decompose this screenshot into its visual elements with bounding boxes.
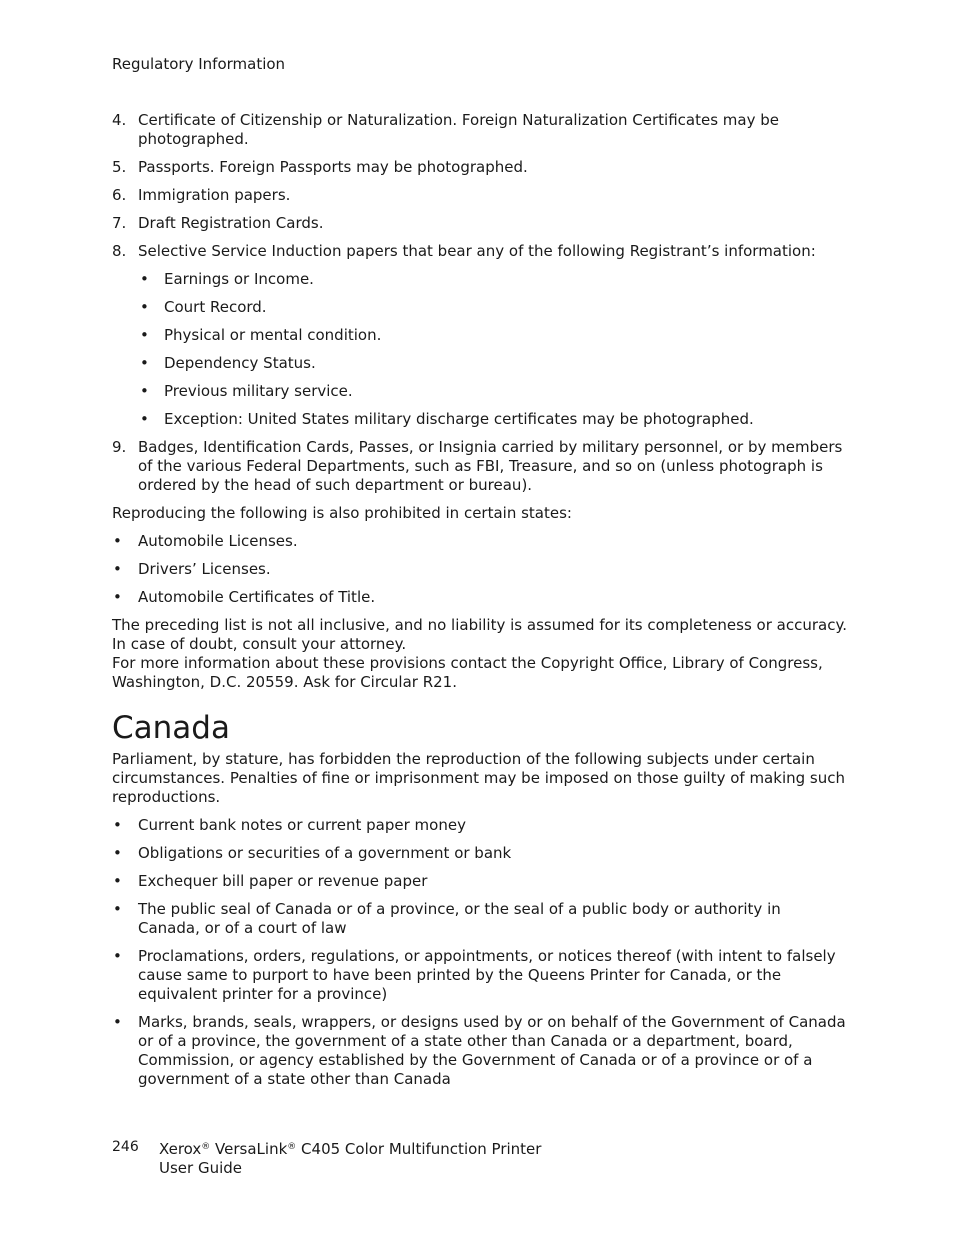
list-item bbox=[112, 588, 847, 607]
bullet-glyph: • bbox=[113, 1013, 122, 1031]
numbered-item bbox=[112, 111, 847, 149]
numbered-item bbox=[112, 438, 847, 495]
brand-name: Xerox bbox=[159, 1140, 202, 1158]
item-number: 9. bbox=[112, 438, 127, 456]
bullet-glyph: • bbox=[140, 270, 149, 288]
running-header: Regulatory Information bbox=[112, 55, 286, 73]
numbered-item bbox=[112, 214, 847, 233]
sub-list-text: Physical or mental condition. bbox=[164, 326, 382, 344]
bullet-glyph: • bbox=[113, 816, 122, 834]
model-name: C405 Color Multifunction Printer bbox=[301, 1140, 542, 1158]
bullet-glyph: • bbox=[113, 872, 122, 890]
registered-mark: ® bbox=[287, 1142, 297, 1152]
list-text: Obligations or securities of a government or bank bbox=[138, 844, 512, 862]
registered-mark: ® bbox=[201, 1142, 211, 1152]
bullet-glyph: • bbox=[140, 382, 149, 400]
sub-list-item bbox=[112, 382, 847, 401]
list-text: Marks, brands, seals, wrappers, or designs used by or on behalf of the Government of Canada or of a province, the government of a state other than Canada or a department, board, Commission, or agency established by the Government of Canada or of a province or of a government of a state other than Canada bbox=[138, 1013, 846, 1088]
bullet-glyph: • bbox=[113, 900, 122, 918]
item-number: 6. bbox=[112, 186, 127, 204]
list-text: Exchequer bill paper or revenue paper bbox=[138, 872, 428, 890]
item-number: 8. bbox=[112, 242, 127, 260]
product-name-line bbox=[159, 1138, 541, 1159]
list-text: Current bank notes or current paper money bbox=[138, 816, 466, 834]
sub-list-item bbox=[112, 354, 847, 373]
numbered-item bbox=[112, 186, 847, 205]
sub-list-item bbox=[112, 410, 847, 429]
canada-intro: Parliament, by stature, has forbidden the reproduction of the following subjects under certain circumstances. Penalties of fine or imprisonment may be imposed on those guilty of making such reproductions. bbox=[112, 750, 845, 806]
more-info-paragraph: For more information about these provisions contact the Copyright Office, Library of Congress, Washington, D.C. 20559. Ask for Circular R21. bbox=[112, 654, 823, 691]
document-title bbox=[159, 1138, 541, 1178]
list-text: The public seal of Canada or of a province, or the seal of a public body or authority in Canada, or of a court of law bbox=[138, 900, 781, 937]
sub-list-text: Earnings or Income. bbox=[164, 270, 314, 288]
item-text: Badges, Identification Cards, Passes, or Insignia carried by military personnel, or by members of the various Federal Departments, such as FBI, Treasure, and so on (unless photograph is ordered by the head of such department or bureau). bbox=[138, 438, 843, 494]
item-text: Certificate of Citizenship or Naturalization. Foreign Naturalization Certificates may be photographed. bbox=[138, 111, 779, 148]
section-heading-canada: Canada bbox=[112, 710, 230, 746]
list-item bbox=[112, 816, 847, 835]
numbered-item bbox=[112, 158, 847, 177]
bullet-glyph: • bbox=[113, 947, 122, 965]
guide-name: User Guide bbox=[159, 1159, 243, 1177]
item-text: Immigration papers. bbox=[138, 186, 291, 204]
sub-list-text: Dependency Status. bbox=[164, 354, 316, 372]
list-item bbox=[112, 900, 847, 938]
item-text: Passports. Foreign Passports may be photographed. bbox=[138, 158, 528, 176]
bullet-glyph: • bbox=[113, 532, 122, 550]
sub-list-text: Exception: United States military discharge certificates may be photographed. bbox=[164, 410, 754, 428]
item-text: Selective Service Induction papers that bear any of the following Registrant’s information: bbox=[138, 242, 816, 260]
sub-list-item bbox=[112, 298, 847, 317]
page-body bbox=[112, 111, 847, 1098]
bullet-glyph: • bbox=[140, 410, 149, 428]
states-intro: Reproducing the following is also prohibited in certain states: bbox=[112, 504, 572, 522]
item-text: Draft Registration Cards. bbox=[138, 214, 324, 232]
list-item bbox=[112, 560, 847, 579]
list-item bbox=[112, 947, 847, 1004]
sub-list-item bbox=[112, 270, 847, 289]
item-number: 5. bbox=[112, 158, 127, 176]
list-item bbox=[112, 532, 847, 551]
bullet-glyph: • bbox=[113, 588, 122, 606]
list-text: Drivers’ Licenses. bbox=[138, 560, 271, 578]
sub-list-text: Court Record. bbox=[164, 298, 267, 316]
bullet-glyph: • bbox=[113, 844, 122, 862]
list-item bbox=[112, 1013, 847, 1089]
bullet-glyph: • bbox=[140, 326, 149, 344]
disclaimer-paragraph: The preceding list is not all inclusive, and no liability is assumed for its completeness or accuracy. In case of doubt, consult your attorney. bbox=[112, 616, 847, 653]
list-text: Proclamations, orders, regulations, or appointments, or notices thereof (with intent to falsely cause same to purport to have been printed by the Queens Printer for Canada, or the equivalent printer for a province) bbox=[138, 947, 836, 1003]
list-item bbox=[112, 872, 847, 891]
product-line: VersaLink bbox=[215, 1140, 288, 1158]
bullet-glyph: • bbox=[140, 354, 149, 372]
numbered-item bbox=[112, 242, 847, 261]
list-text: Automobile Licenses. bbox=[138, 532, 298, 550]
list-text: Automobile Certificates of Title. bbox=[138, 588, 376, 606]
item-number: 4. bbox=[112, 111, 127, 129]
page-number: 246 bbox=[112, 1139, 139, 1155]
bullet-glyph: • bbox=[113, 560, 122, 578]
bullet-glyph: • bbox=[140, 298, 149, 316]
list-item bbox=[112, 844, 847, 863]
item-number: 7. bbox=[112, 214, 127, 232]
sub-list-text: Previous military service. bbox=[164, 382, 353, 400]
sub-list-item bbox=[112, 326, 847, 345]
